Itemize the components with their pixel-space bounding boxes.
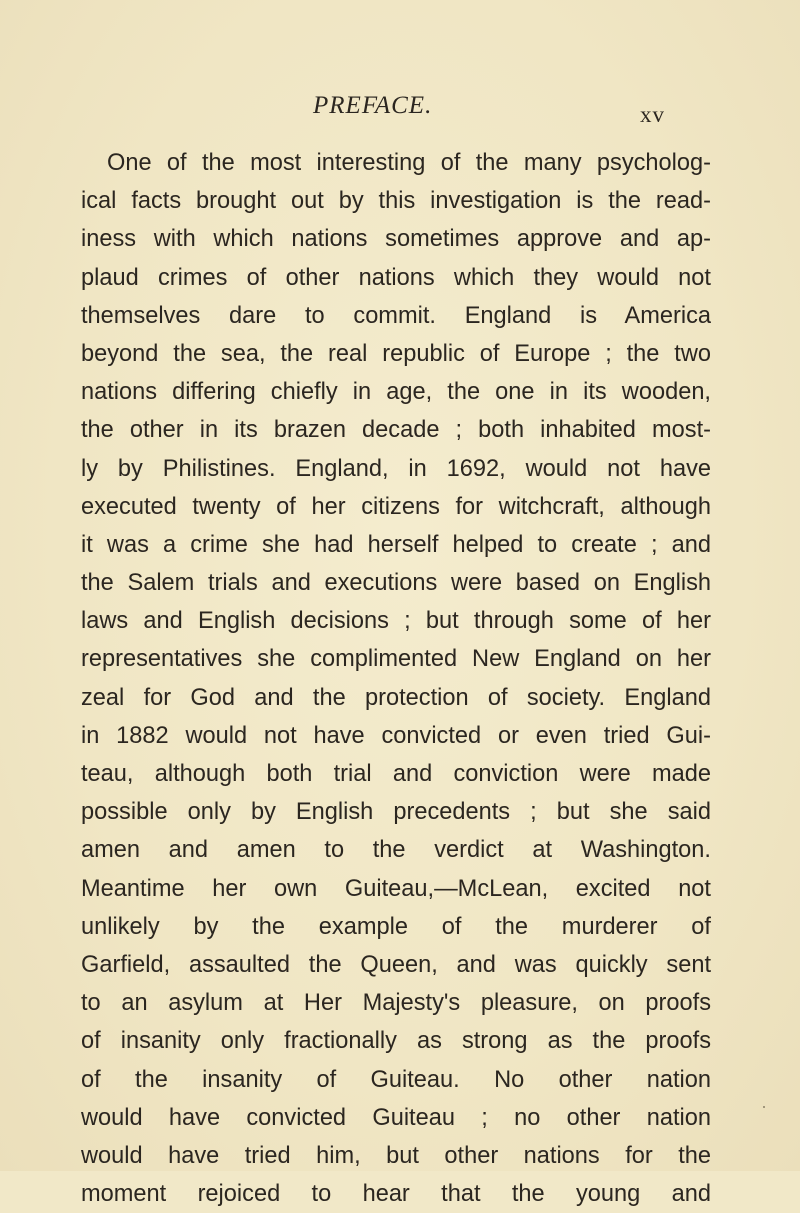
text-line: in 1882 would not have convicted or even tried Gui-: [81, 722, 711, 749]
text-line: the other in its brazen decade ; both inhabited most-: [81, 417, 711, 444]
text-line: plaud crimes of other nations which they would not: [81, 264, 711, 291]
text-line: of insanity only fractionally as strong as the proofs: [81, 1028, 711, 1055]
text-line: would have convicted Guiteau ; no other nation: [81, 1104, 711, 1131]
text-line: laws and English decisions ; but through some of her: [81, 608, 711, 635]
text-line: Garfield, assaulted the Queen, and was quickly sent: [81, 951, 711, 978]
text-line: would have tried him, but other nations for the: [81, 1142, 711, 1169]
text-line: One of the most interesting of the many psycholog-: [107, 150, 711, 176]
text-line: possible only by English precedents ; but she said: [81, 799, 711, 826]
text-line: moment rejoiced to hear that the young and: [81, 1181, 711, 1208]
text-line: themselves dare to commit. England is America: [81, 302, 711, 329]
text-line: teau, although both trial and conviction were made: [81, 761, 711, 787]
running-head: [0, 92, 800, 132]
body-paragraph: [81, 144, 711, 1213]
text-line: nations differing chiefly in age, the one in its wooden,: [81, 379, 711, 406]
text-line: of the insanity of Guiteau. No other nation: [81, 1066, 711, 1093]
text-line: the Salem trials and executions were based on English: [81, 570, 711, 597]
text-line: representatives she complimented New England on her: [81, 646, 711, 673]
running-head-title: PREFACE.: [313, 92, 433, 119]
text-line: iness with which nations sometimes approve and ap-: [81, 226, 711, 253]
text-line: ical facts brought out by this investigation is the read-: [81, 188, 711, 215]
text-line: unlikely by the example of the murderer of: [81, 913, 711, 940]
text-line: beyond the sea, the real republic of Europe ; the two: [81, 340, 711, 367]
paper-speck: [763, 1106, 765, 1108]
text-line: executed twenty of her citizens for witchcraft, although: [81, 493, 711, 520]
text-line: amen and amen to the verdict at Washington.: [81, 837, 711, 864]
text-line: to an asylum at Her Majesty's pleasure, on proofs: [81, 990, 711, 1017]
text-line: it was a crime she had herself helped to create ; and: [81, 531, 711, 558]
text-line: ly by Philistines. England, in 1692, would not have: [81, 455, 711, 482]
page-number: xv: [640, 102, 665, 127]
text-line: zeal for God and the protection of society. England: [81, 684, 711, 711]
text-line: Meantime her own Guiteau,—McLean, excited not: [81, 875, 711, 902]
